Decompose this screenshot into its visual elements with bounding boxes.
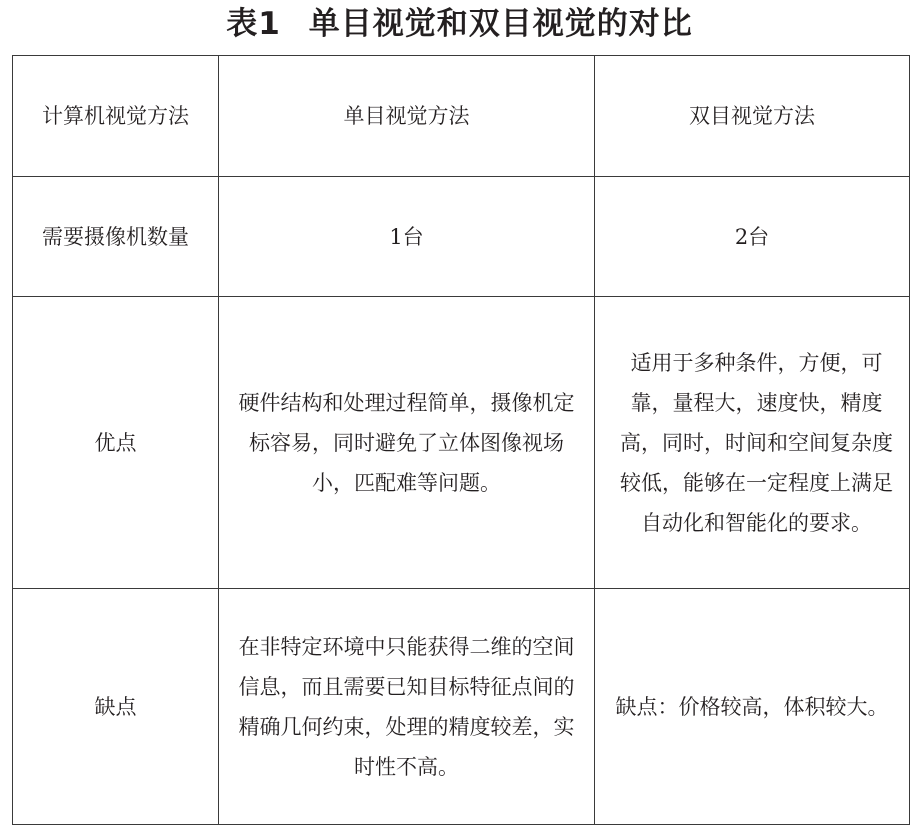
table-header-row [13, 56, 910, 177]
cell-advantages-stereo-wrap [595, 297, 910, 589]
row-label-advantages: 优点 [13, 297, 219, 589]
comparison-table [12, 55, 910, 825]
table-title: 单目视觉和双目视觉的对比 [308, 6, 693, 42]
header-cell-stereo: 双目视觉方法 [595, 56, 910, 177]
cell-camera-count-stereo: 2台 [595, 177, 910, 297]
table-caption [0, 0, 919, 52]
cell-disadvantages-stereo: 缺点：价格较高，体积较大。 [595, 589, 910, 825]
cell-advantages-mono-wrap [219, 297, 595, 589]
row-label-disadvantages: 缺点 [13, 589, 219, 825]
table-row-disadvantages [13, 589, 910, 825]
cell-disadvantages-mono: 在非特定环境中只能获得二维的空间信息，而且需要已知目标特征点间的精确几何约束，处理的精度较差，实时性不高。 [238, 634, 575, 779]
table-number: 表1 [226, 6, 281, 42]
cell-disadvantages-mono-wrap [219, 589, 595, 825]
table-row-camera-count [13, 177, 910, 297]
cell-advantages-mono: 硬件结构和处理过程简单，摄像机定标容易，同时避免了立体图像视场小，匹配难等问题。 [238, 390, 575, 495]
cell-advantages-stereo: 适用于多种条件，方便，可靠，量程大，速度快，精度高，同时，时间和空间复杂度较低，能够在一定程度上满足自动化和智能化的要求。 [620, 350, 893, 535]
header-cell-mono: 单目视觉方法 [219, 56, 595, 177]
header-cell-method: 计算机视觉方法 [13, 56, 219, 177]
table-row-advantages [13, 297, 910, 589]
cell-camera-count-mono: 1台 [219, 177, 595, 297]
row-label-camera-count: 需要摄像机数量 [13, 177, 219, 297]
